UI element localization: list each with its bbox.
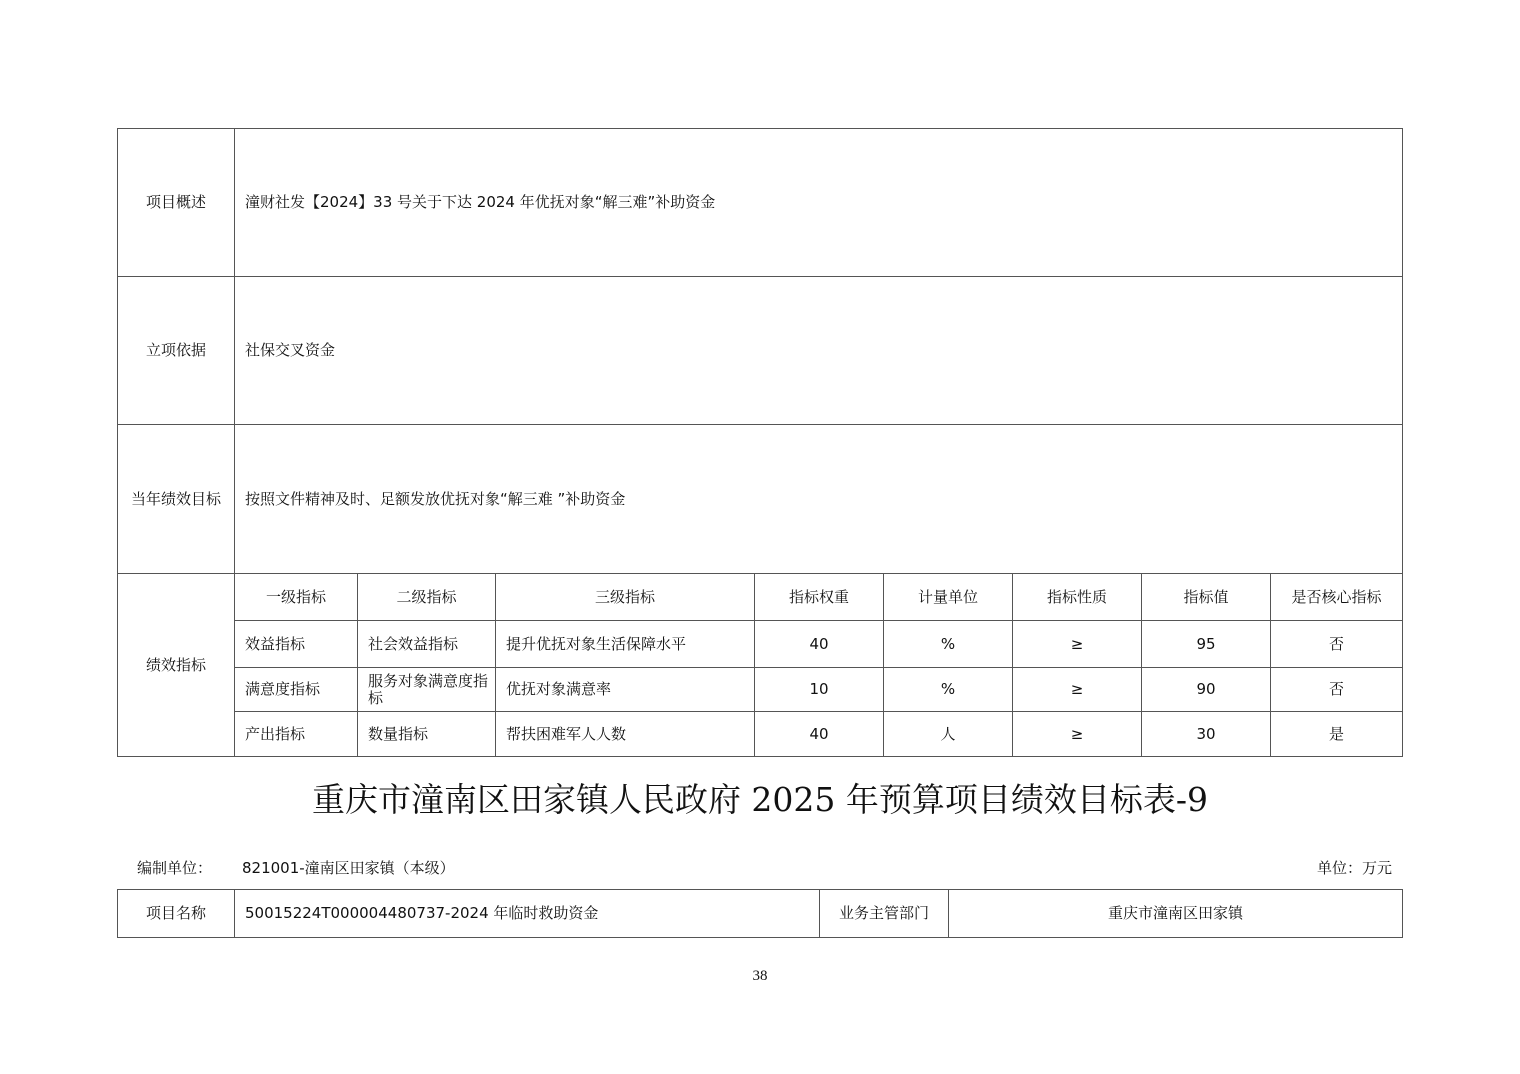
dept-value: 重庆市潼南区田家镇 — [949, 890, 1403, 938]
project-name-label: 项目名称 — [118, 890, 235, 938]
table-row — [118, 712, 1403, 757]
cell-weight: 10 — [755, 668, 884, 712]
basis-row — [118, 277, 1403, 425]
cell-level2: 数量指标 — [358, 712, 496, 757]
summary-value: 潼财社发【2024】33 号关于下达 2024 年优抚对象“解三难”补助资金 — [235, 129, 1403, 277]
cell-level2: 服务对象满意度指标 — [358, 668, 496, 712]
header-unit: 计量单位 — [884, 574, 1013, 621]
header-level1: 一级指标 — [235, 574, 358, 621]
indicators-label: 绩效指标 — [118, 574, 235, 757]
performance-table — [117, 128, 1403, 757]
currency-unit: 单位：万元 — [1316, 859, 1392, 877]
goal-row — [118, 425, 1403, 574]
cell-weight: 40 — [755, 621, 884, 668]
cell-level3: 优抚对象满意率 — [496, 668, 755, 712]
compiling-unit-label: 编制单位： — [137, 859, 213, 877]
basis-label: 立项依据 — [118, 277, 235, 425]
goal-value: 按照文件精神及时、足额发放优抚对象“解三难 ”补助资金 — [235, 425, 1403, 574]
cell-weight: 40 — [755, 712, 884, 757]
cell-level3: 帮扶困难军人人数 — [496, 712, 755, 757]
basis-value: 社保交叉资金 — [235, 277, 1403, 425]
dept-label: 业务主管部门 — [820, 890, 949, 938]
cell-value: 90 — [1142, 668, 1271, 712]
cell-value: 95 — [1142, 621, 1271, 668]
header-level2: 二级指标 — [358, 574, 496, 621]
header-weight: 指标权重 — [755, 574, 884, 621]
cell-level3: 提升优抚对象生活保障水平 — [496, 621, 755, 668]
cell-level1: 满意度指标 — [235, 668, 358, 712]
header-core: 是否核心指标 — [1271, 574, 1403, 621]
cell-value: 30 — [1142, 712, 1271, 757]
header-nature: 指标性质 — [1013, 574, 1142, 621]
summary-label: 项目概述 — [118, 129, 235, 277]
cell-core: 否 — [1271, 668, 1403, 712]
cell-level1: 效益指标 — [235, 621, 358, 668]
cell-nature: ≥ — [1013, 668, 1142, 712]
cell-unit: 人 — [884, 712, 1013, 757]
summary-row — [118, 129, 1403, 277]
compiling-unit-value: 821001-潼南区田家镇（本级） — [242, 859, 455, 877]
cell-unit: % — [884, 621, 1013, 668]
cell-core: 是 — [1271, 712, 1403, 757]
cell-core: 否 — [1271, 621, 1403, 668]
cell-nature: ≥ — [1013, 621, 1142, 668]
page-title: 重庆市潼南区田家镇人民政府 2025 年预算项目绩效目标表-9 — [311, 780, 1209, 819]
cell-unit: % — [884, 668, 1013, 712]
goal-label: 当年绩效目标 — [118, 425, 235, 574]
project-info-table — [117, 889, 1403, 938]
header-level3: 三级指标 — [496, 574, 755, 621]
indicator-header-row — [118, 574, 1403, 621]
cell-level1: 产出指标 — [235, 712, 358, 757]
cell-nature: ≥ — [1013, 712, 1142, 757]
project-name-value: 50015224T000004480737-2024 年临时救助资金 — [235, 890, 820, 938]
table-row — [118, 668, 1403, 712]
table-row — [118, 621, 1403, 668]
project-row — [118, 890, 1403, 938]
cell-level2: 社会效益指标 — [358, 621, 496, 668]
page-number: 38 — [752, 968, 768, 984]
header-value: 指标值 — [1142, 574, 1271, 621]
